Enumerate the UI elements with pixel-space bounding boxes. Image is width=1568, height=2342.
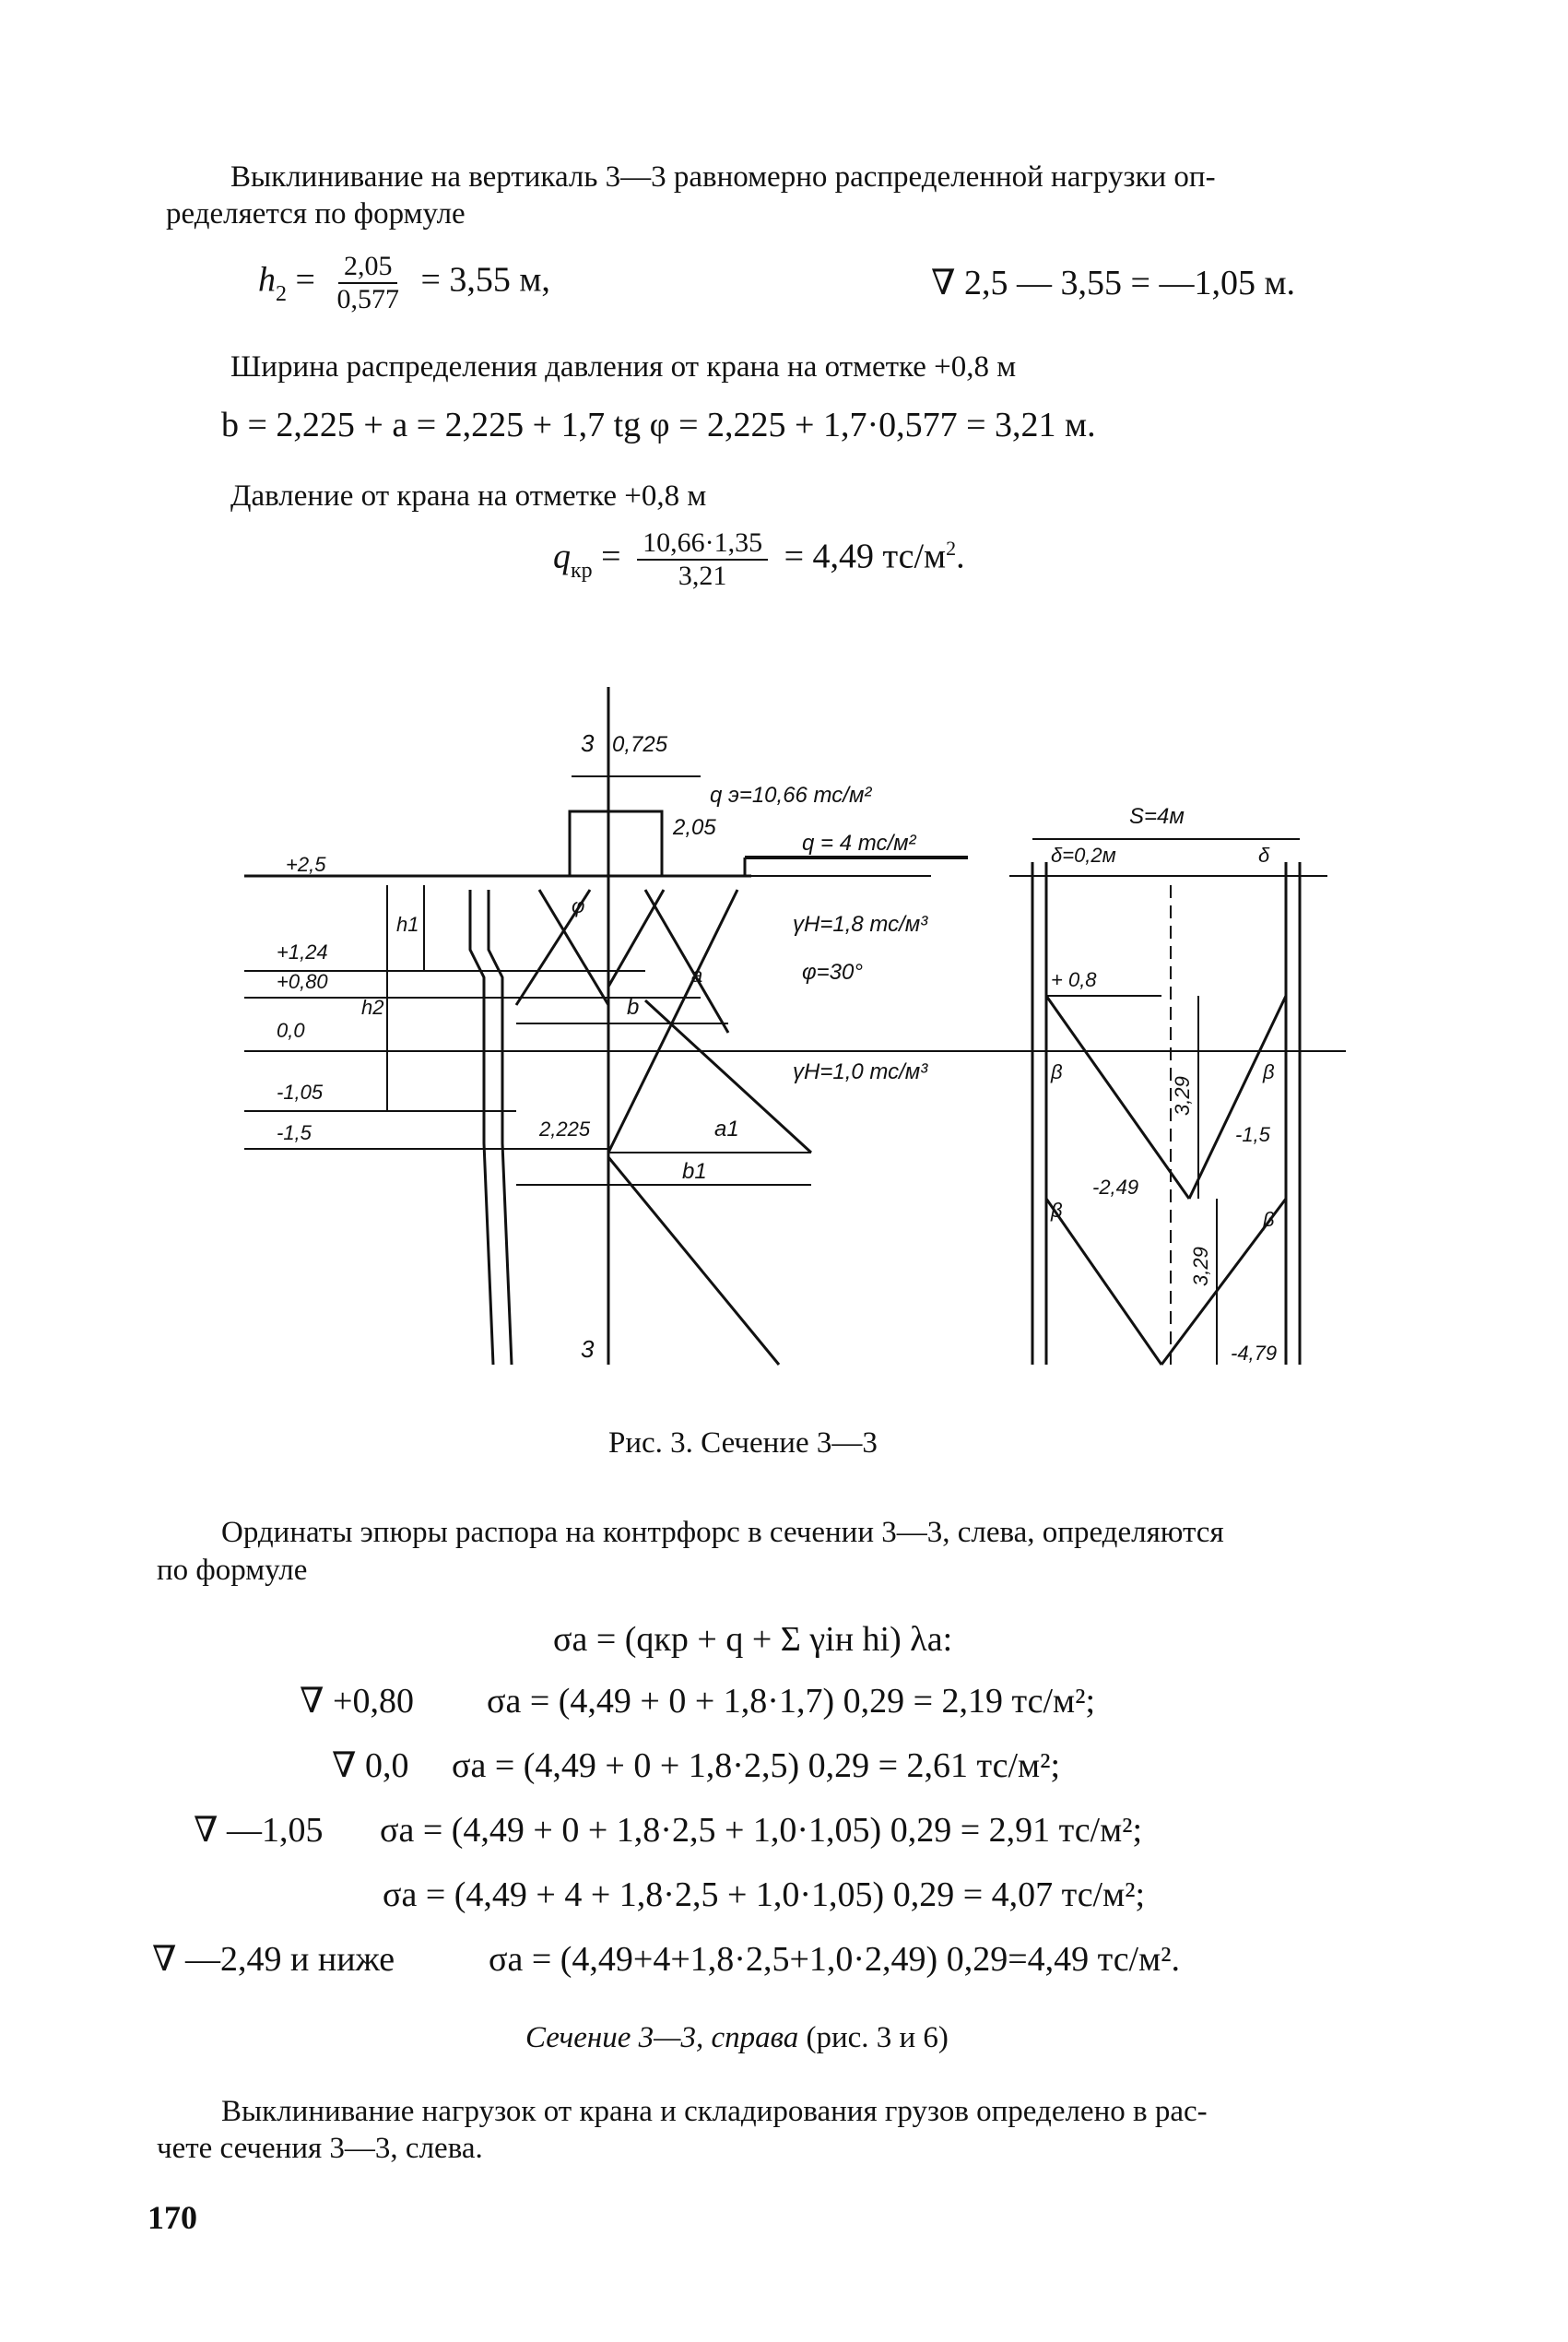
wall-profile-outer <box>470 890 493 1365</box>
fig-label-qe: q э=10,66 тс/м² <box>710 783 872 808</box>
fig-label-beta-3: β <box>1051 1199 1063 1222</box>
fig-label-delta2: δ <box>1258 844 1270 867</box>
formula-q-result: = 4,49 тс/м <box>784 537 947 576</box>
formula-h2-denominator: 0,577 <box>336 284 399 314</box>
right-diag-2 <box>1189 996 1286 1199</box>
paragraph-4-line-2: по формуле <box>157 1554 308 1587</box>
fig-label-b1: b1 <box>682 1159 707 1184</box>
wedge-line-4 <box>608 890 664 987</box>
formula-h2-lhs-sub: 2 <box>276 281 287 306</box>
sigma-row-level: ∇ +0,80 <box>300 1682 414 1721</box>
section-heading-normal: (рис. 3 и 6) <box>806 2021 949 2054</box>
fig-label-gamma10: γH=1,0 тс/м³ <box>793 1059 928 1084</box>
page-number: 170 <box>147 2199 197 2236</box>
fig-label-m249: -2,49 <box>1092 1176 1139 1199</box>
fig-label-205: 2,05 <box>673 815 716 840</box>
fig-label-phi30: φ=30° <box>802 960 863 985</box>
fig-label-beta-1: β <box>1051 1060 1063 1083</box>
formula-q-lhs-sub: кр <box>571 558 593 583</box>
fig-label-h2: h2 <box>361 996 384 1019</box>
sigma-row-expr: σa = (4,49 + 0 + 1,8·2,5) 0,29 = 2,61 тс/м²; <box>452 1746 1061 1785</box>
paragraph-5-line-1: Выклинивание нагрузок от крана и складирования грузов определено в рас- <box>221 2095 1208 2128</box>
fig-label-gamma18: γH=1,8 тс/м³ <box>793 912 928 937</box>
fig-label-0725: 0,725 <box>612 732 668 757</box>
wall-profile-inner <box>489 890 512 1365</box>
fig-label-beta-4: β <box>1263 1208 1275 1231</box>
fig-label-lvl-080: +0,80 <box>277 970 328 993</box>
fig-label-2225: 2,225 <box>539 1118 591 1141</box>
right-diag-3 <box>1046 1199 1161 1365</box>
formula-h2-result: = 3,55 м, <box>420 260 550 300</box>
fig-label-329-1: 3,29 <box>1171 1076 1194 1116</box>
paragraph-2: Ширина распределения давления от крана на отметке +0,8 м <box>230 350 1017 384</box>
paragraph-1-line-1: Выклинивание на вертикаль 3—3 равномерно распределенной нагрузки оп- <box>230 160 1216 194</box>
fig-label-lvl-m105: -1,05 <box>277 1081 324 1104</box>
fig-label-a1: a1 <box>714 1117 739 1141</box>
fig-label-S: S=4м <box>1129 804 1185 829</box>
formula-q-lhs: q <box>553 537 571 576</box>
fig-label-alpha: a <box>691 964 703 987</box>
fig-label-b: b <box>627 995 640 1020</box>
wedge-line-5 <box>608 890 737 1153</box>
sigma-row-expr: σa = (4,49 + 0 + 1,8·2,5 + 1,0·1,05) 0,29 = 2,91 тс/м²; <box>380 1811 1143 1850</box>
fig-label-lvl-00: 0,0 <box>277 1019 305 1042</box>
fig-label-lvl-25: +2,5 <box>286 853 326 876</box>
sigma-row-level: ∇ —2,49 и ниже <box>152 1940 395 1979</box>
paragraph-1-line-2: ределяется по формуле <box>166 197 466 231</box>
fig-label-m479: -4,79 <box>1231 1342 1278 1365</box>
fig-label-lvl-124: +1,24 <box>277 940 328 964</box>
wedge-line-8 <box>608 1157 779 1365</box>
sigma-row-expr: σa = (4,49 + 0 + 1,8·1,7) 0,29 = 2,19 тс/м²; <box>487 1682 1096 1721</box>
formula-q-numerator: 10,66·1,35 <box>637 527 768 561</box>
paragraph-3: Давление от крана на отметке +0,8 м <box>230 479 707 513</box>
fig-label-lvl-m15: -1,5 <box>277 1121 312 1144</box>
formula-h2: $h_2$ = $\frac{2,05}{0,577}$ = 3,55 м, <box>258 251 550 314</box>
right-diag-1 <box>1046 996 1189 1199</box>
fig-label-lvl-p08: + 0,8 <box>1051 968 1097 991</box>
fig-label-phi: φ <box>572 894 585 917</box>
fig-label-delta: δ=0,2м <box>1051 844 1116 867</box>
fig-label-r-m15: -1,5 <box>1235 1123 1270 1146</box>
fig-label-beta-2: β <box>1263 1060 1275 1083</box>
sigma-row-level: ∇ 0,0 <box>332 1746 409 1785</box>
sigma-row-expr: σa = (4,49+4+1,8·2,5+1,0·2,49) 0,29=4,49 тс/м². <box>489 1940 1181 1979</box>
fig-label-329-2: 3,29 <box>1189 1247 1212 1286</box>
section-heading-italic: Сечение 3—3, справа <box>525 2021 799 2054</box>
section-heading <box>525 2019 1171 2056</box>
formula-q-result-end: . <box>956 537 965 576</box>
sigma-row-expr: σa = (4,49 + 4 + 1,8·2,5 + 1,0·1,05) 0,29 = 4,07 тс/м²; <box>383 1875 1146 1914</box>
sigma-row-level: ∇ —1,05 <box>194 1811 324 1850</box>
formula-q: $q_{кр}$ = $\frac{10,66\cdot 1,35}{3,21}$ = 4,49 $тс/м^2$. <box>553 527 965 591</box>
formula-b: b = 2,225 + a = 2,225 + 1,7 tg φ = 2,225 + 1,7·0,577 = 3,21 м. <box>221 406 1096 444</box>
fig-label-sec-top: 3 <box>581 729 595 757</box>
fig-label-sec-bottom: 3 <box>581 1335 595 1363</box>
fig-label-h1: h1 <box>396 913 419 936</box>
formula-q-result-sup: 2 <box>946 536 957 560</box>
formula-h2-lhs: h <box>258 260 276 300</box>
figure-caption: Рис. 3. Сечение 3—3 <box>608 1426 878 1460</box>
crane-block <box>570 811 662 876</box>
paragraph-4-line-1: Ординаты эпюры распора на контрфорс в сечении 3—3, слева, определяются <box>221 1516 1224 1549</box>
formula-sigma: σa = (qкр + q + Σ γiн hi) λa: <box>553 1620 953 1659</box>
formula-q-denominator: 3,21 <box>678 561 727 591</box>
formula-h2-level: ∇ 2,5 — 3,55 = —1,05 м. <box>931 264 1296 302</box>
formula-h2-numerator: 2,05 <box>338 251 398 284</box>
fig-label-q: q = 4 тс/м² <box>802 831 916 856</box>
paragraph-5-line-2: чете сечения 3—3, слева. <box>157 2132 483 2165</box>
